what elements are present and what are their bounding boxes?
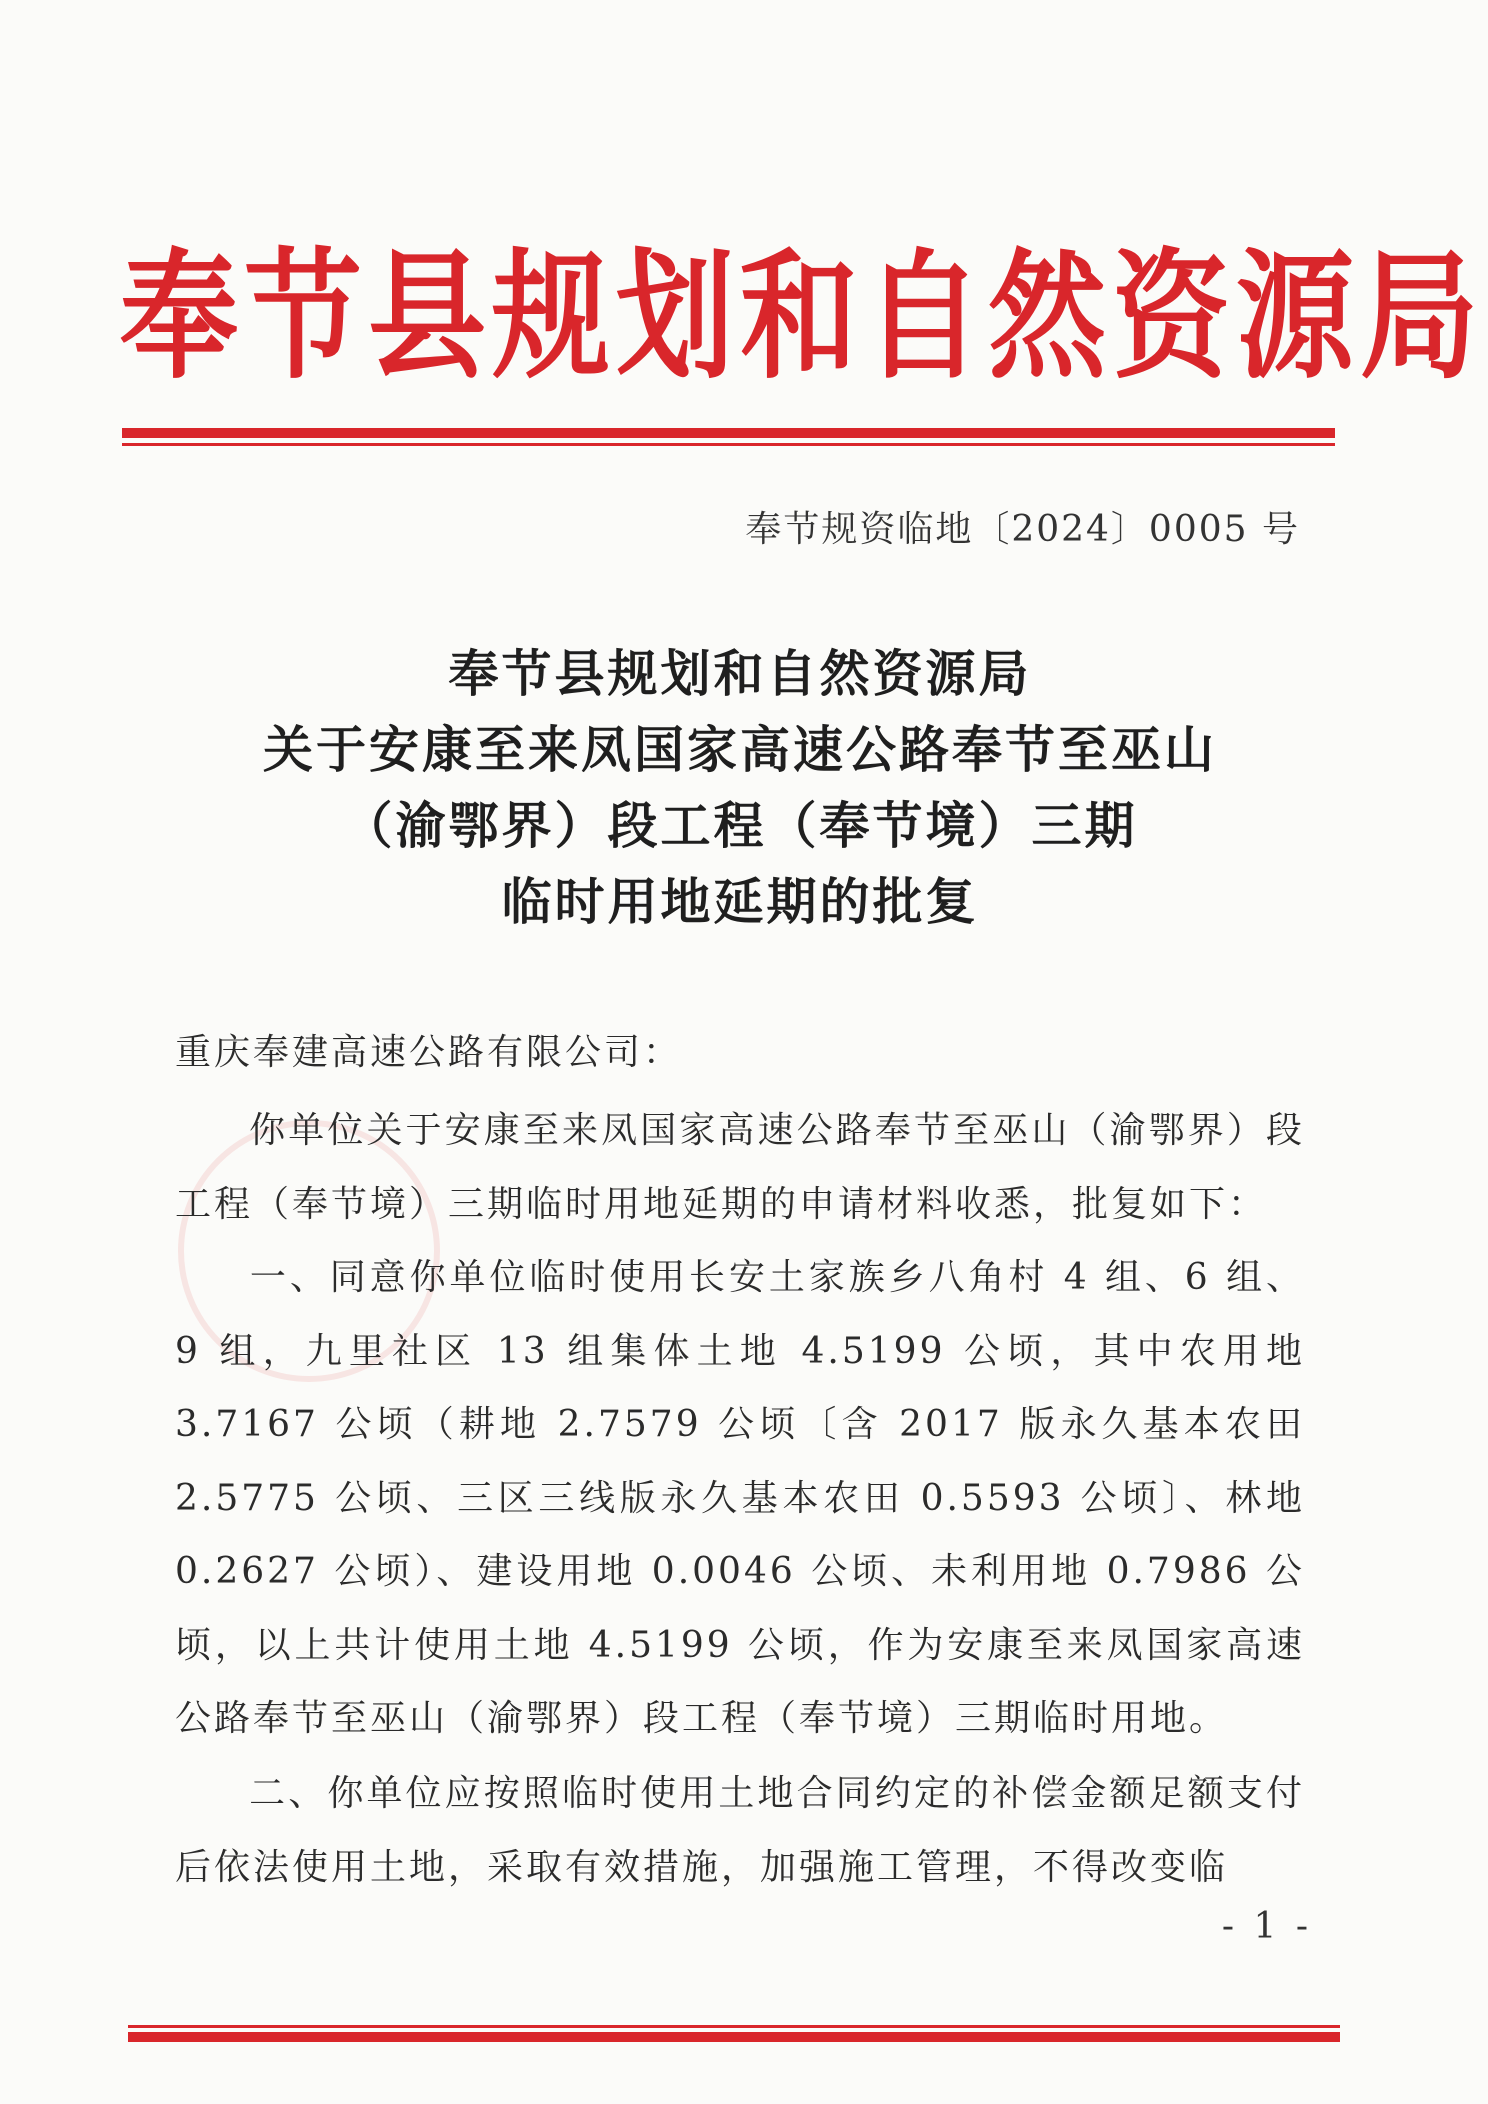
paragraph-item-one bbox=[175, 1241, 1305, 1756]
footer-red-rule-thin bbox=[128, 2025, 1340, 2028]
page-number: - 1 - bbox=[1221, 1906, 1312, 1947]
paragraph-item-two-text: 二、你单位应按照临时使用土地合同约定的补偿金额足额支付后依法使用土地，采取有效措施，加强施工管理，不得改变临 bbox=[175, 1773, 1305, 1888]
title-line-4: 临时用地延期的批复 bbox=[501, 873, 979, 931]
paragraph-intro bbox=[175, 1094, 1305, 1241]
header-red-rule-thin bbox=[122, 443, 1335, 446]
title-line-1: 奉节县规划和自然资源局 bbox=[448, 645, 1032, 703]
title-line-3: （渝鄂界）段工程（奉节境）三期 bbox=[342, 797, 1138, 855]
addressee: 重庆奉建高速公路有限公司： bbox=[175, 1032, 683, 1073]
footer-red-rule-thick bbox=[128, 2032, 1340, 2042]
issuer-banner: 奉节县规划和自然资源局 bbox=[120, 233, 1485, 398]
title-line-2: 关于安康至来凤国家高速公路奉节至巫山 bbox=[263, 721, 1217, 779]
paragraph-item-one-text: 一、同意你单位临时使用长安土家族乡八角村 4 组、6 组、9 组，九里社区 13 组集体土地 4.5199 公顷，其中农用地 3.7167 公顷（耕地 2.7579 公顷〔含 2017 版永久基本农田 2.5775 公顷、三区三线版永久基本农田 0.5593 公顷〕、林地 0.2627 公顷）、建设用地 0.0046 公顷、未利用地 0.7986 公顷，以上共计使用土地 4.5199 公顷，作为安康至来凤国家高速公路奉节至巫山（渝鄂界）段工程（奉节境）三期临时用地。 bbox=[175, 1257, 1305, 1739]
paragraph-item-two bbox=[175, 1757, 1305, 1904]
paragraph-intro-text: 你单位关于安康至来凤国家高速公路奉节至巫山（渝鄂界）段工程（奉节境）三期临时用地延期的申请材料收悉，批复如下： bbox=[175, 1110, 1305, 1225]
header-red-rule-thick bbox=[122, 428, 1335, 438]
document-number: 奉节规资临地〔2024〕0005 号 bbox=[745, 509, 1300, 550]
document-title bbox=[150, 636, 1330, 940]
